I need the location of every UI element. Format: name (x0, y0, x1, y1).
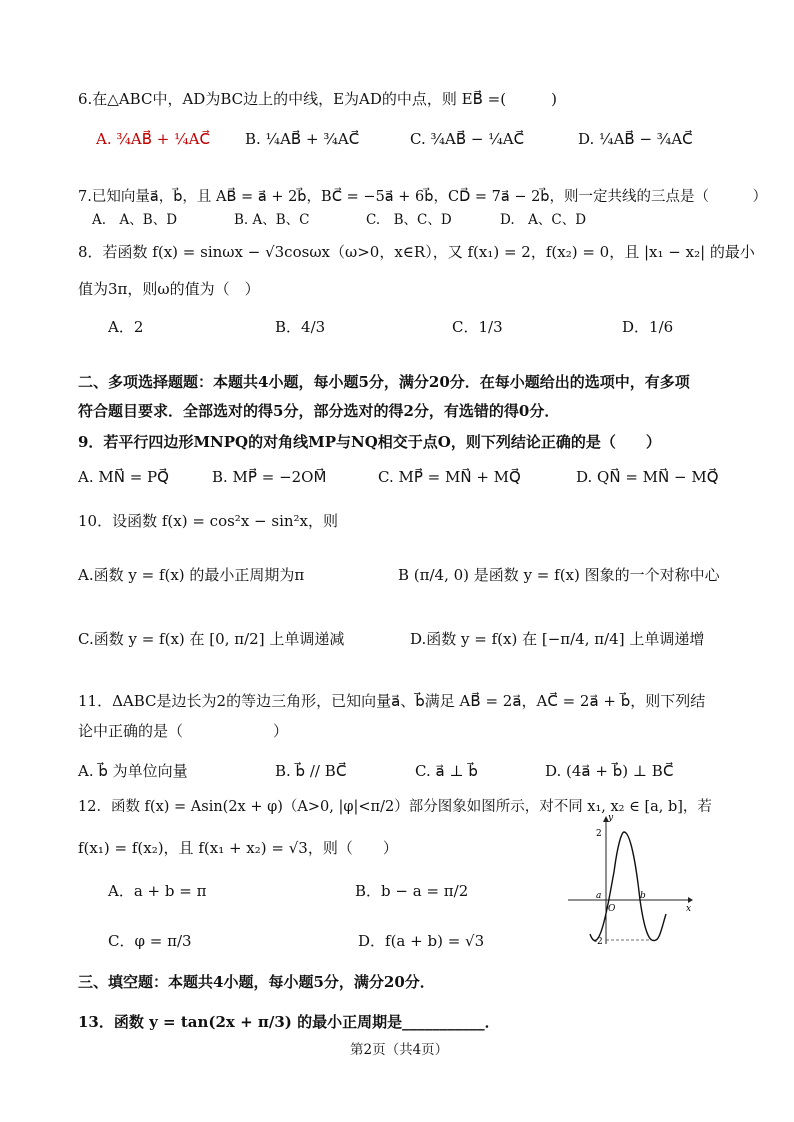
q9-option-a: A. MN⃗ = PQ⃗ (78, 468, 169, 486)
q10-option-c: C.函数 y = f(x) 在 [0, π/2] 上单调递减 (78, 630, 345, 648)
q7-stem: 7.已知向量a⃗，b⃗，且 AB⃗ = a⃗ + 2b⃗，BC⃗ = −5a⃗ + 6b⃗，CD⃗ = 7a⃗ − 2b⃗，则一定共线的三点是（ ） (78, 189, 768, 205)
q6-option-d: D. ¼AB⃗ − ¾AC⃗ (578, 130, 693, 148)
q10-option-b: B (π/4, 0) 是函数 y = f(x) 图象的一个对称中心 (398, 566, 720, 584)
q7-option-c: C. B、C、D (366, 212, 452, 228)
q12-option-b: B．b − a = π/2 (355, 882, 469, 900)
q11-option-b: B. b⃗ // BC⃗ (275, 762, 347, 780)
q12-option-d: D．f(a + b) = √3 (358, 932, 485, 950)
q6-stem: 6.在△ABC中，AD为BC边上的中线，E为AD的中点，则 EB⃗ =( ) (78, 90, 557, 108)
q11-option-d: D. (4a⃗ + b⃗) ⊥ BC⃗ (545, 762, 674, 780)
graph-x-label: x (686, 904, 692, 914)
section2-heading-line1: 二、多项选择题题：本题共4小题，每小题5分，满分20分．在每小题给出的选项中，有多项 (78, 373, 690, 391)
q9-option-d: D. QN⃗ = MN⃗ − MQ⃗ (576, 468, 719, 486)
q7-option-d: D. A、C、D (500, 212, 587, 228)
graph-min-label: -2 (594, 937, 603, 947)
graph-origin-label: O (608, 904, 616, 914)
page-footer: 第2页（共4页） (350, 1042, 449, 1058)
q9-stem: 9．若平行四边形MNPQ的对角线MP与NQ相交于点O，则下列结论正确的是（ ） (78, 433, 661, 451)
q7-option-a: A. A、B、D (92, 212, 178, 228)
q7-option-b: B. A、B、C (234, 212, 310, 228)
q8-option-a: A．2 (108, 318, 144, 336)
q10-stem: 10．设函数 f(x) = cos²x − sin²x，则 (78, 512, 339, 530)
q9-option-c: C. MP⃗ = MN⃗ + MQ⃗ (378, 468, 521, 486)
graph-max-label: 2 (596, 829, 602, 839)
q11-option-c: C. a⃗ ⊥ b⃗ (415, 762, 478, 780)
q11-option-a: A. b⃗ 为单位向量 (78, 762, 188, 780)
q12-option-c: C．φ = π/3 (108, 932, 192, 950)
q12-option-a: A．a + b = π (108, 882, 207, 900)
q10-option-a: A.函数 y = f(x) 的最小正周期为π (78, 566, 305, 584)
graph-y-label: y (608, 813, 614, 823)
graph-sine-curve (590, 832, 666, 941)
q9-option-b: B. MP⃗ = −2OM⃗ (212, 468, 327, 486)
q6-option-a: A. ¾AB⃗ + ¼AC⃗ (96, 130, 210, 148)
q11-stem-line2: 论中正确的是（ ） (78, 722, 289, 740)
graph-b-label: b (640, 891, 646, 901)
q12-stem-line1: 12．函数 f(x) = Asin(2x + φ)（A>0, |φ|<π/2）部分图象如图所示，对不同 x₁, x₂ ∈ [a, b]，若 (78, 799, 712, 815)
q8-stem-line1: 8．若函数 f(x) = sinωx − √3cosωx（ω>0，x∈R），又 f(x₁) = 2，f(x₂) = 0，且 |x₁ − x₂| 的最小 (78, 243, 755, 261)
q10-option-d: D.函数 y = f(x) 在 [−π/4, π/4] 上单调递增 (410, 630, 705, 648)
graph-a-label: a (596, 891, 602, 901)
q6-option-b: B. ¼AB⃗ + ¾AC⃗ (245, 130, 360, 148)
q13-stem: 13．函数 y = tan(2x + π/3) 的最小正周期是___________． (78, 1013, 500, 1031)
q12-stem-line2: f(x₁) = f(x₂)，且 f(x₁ + x₂) = √3，则（ ） (78, 839, 398, 857)
q8-stem-line2: 值为3π，则ω的值为（ ） (78, 280, 260, 298)
q8-option-c: C．1/3 (452, 318, 503, 336)
graph-x-arrow (688, 897, 693, 903)
q6-option-c: C. ¾AB⃗ − ¼AC⃗ (410, 130, 525, 148)
q8-option-b: B．4/3 (275, 318, 326, 336)
q12-sine-graph (560, 812, 700, 952)
q8-option-d: D．1/6 (622, 318, 674, 336)
section2-heading-line2: 符合题目要求．全部选对的得5分，部分选对的得2分，有选错的得0分． (78, 402, 560, 420)
q11-stem-line1: 11．ΔABC是边长为2的等边三角形，已知向量a⃗、b⃗满足 AB⃗ = 2a⃗，AC⃗ = 2a⃗ + b⃗，则下列结 (78, 692, 706, 710)
section3-heading: 三、填空题：本题共4小题，每小题5分，满分20分． (78, 973, 435, 991)
